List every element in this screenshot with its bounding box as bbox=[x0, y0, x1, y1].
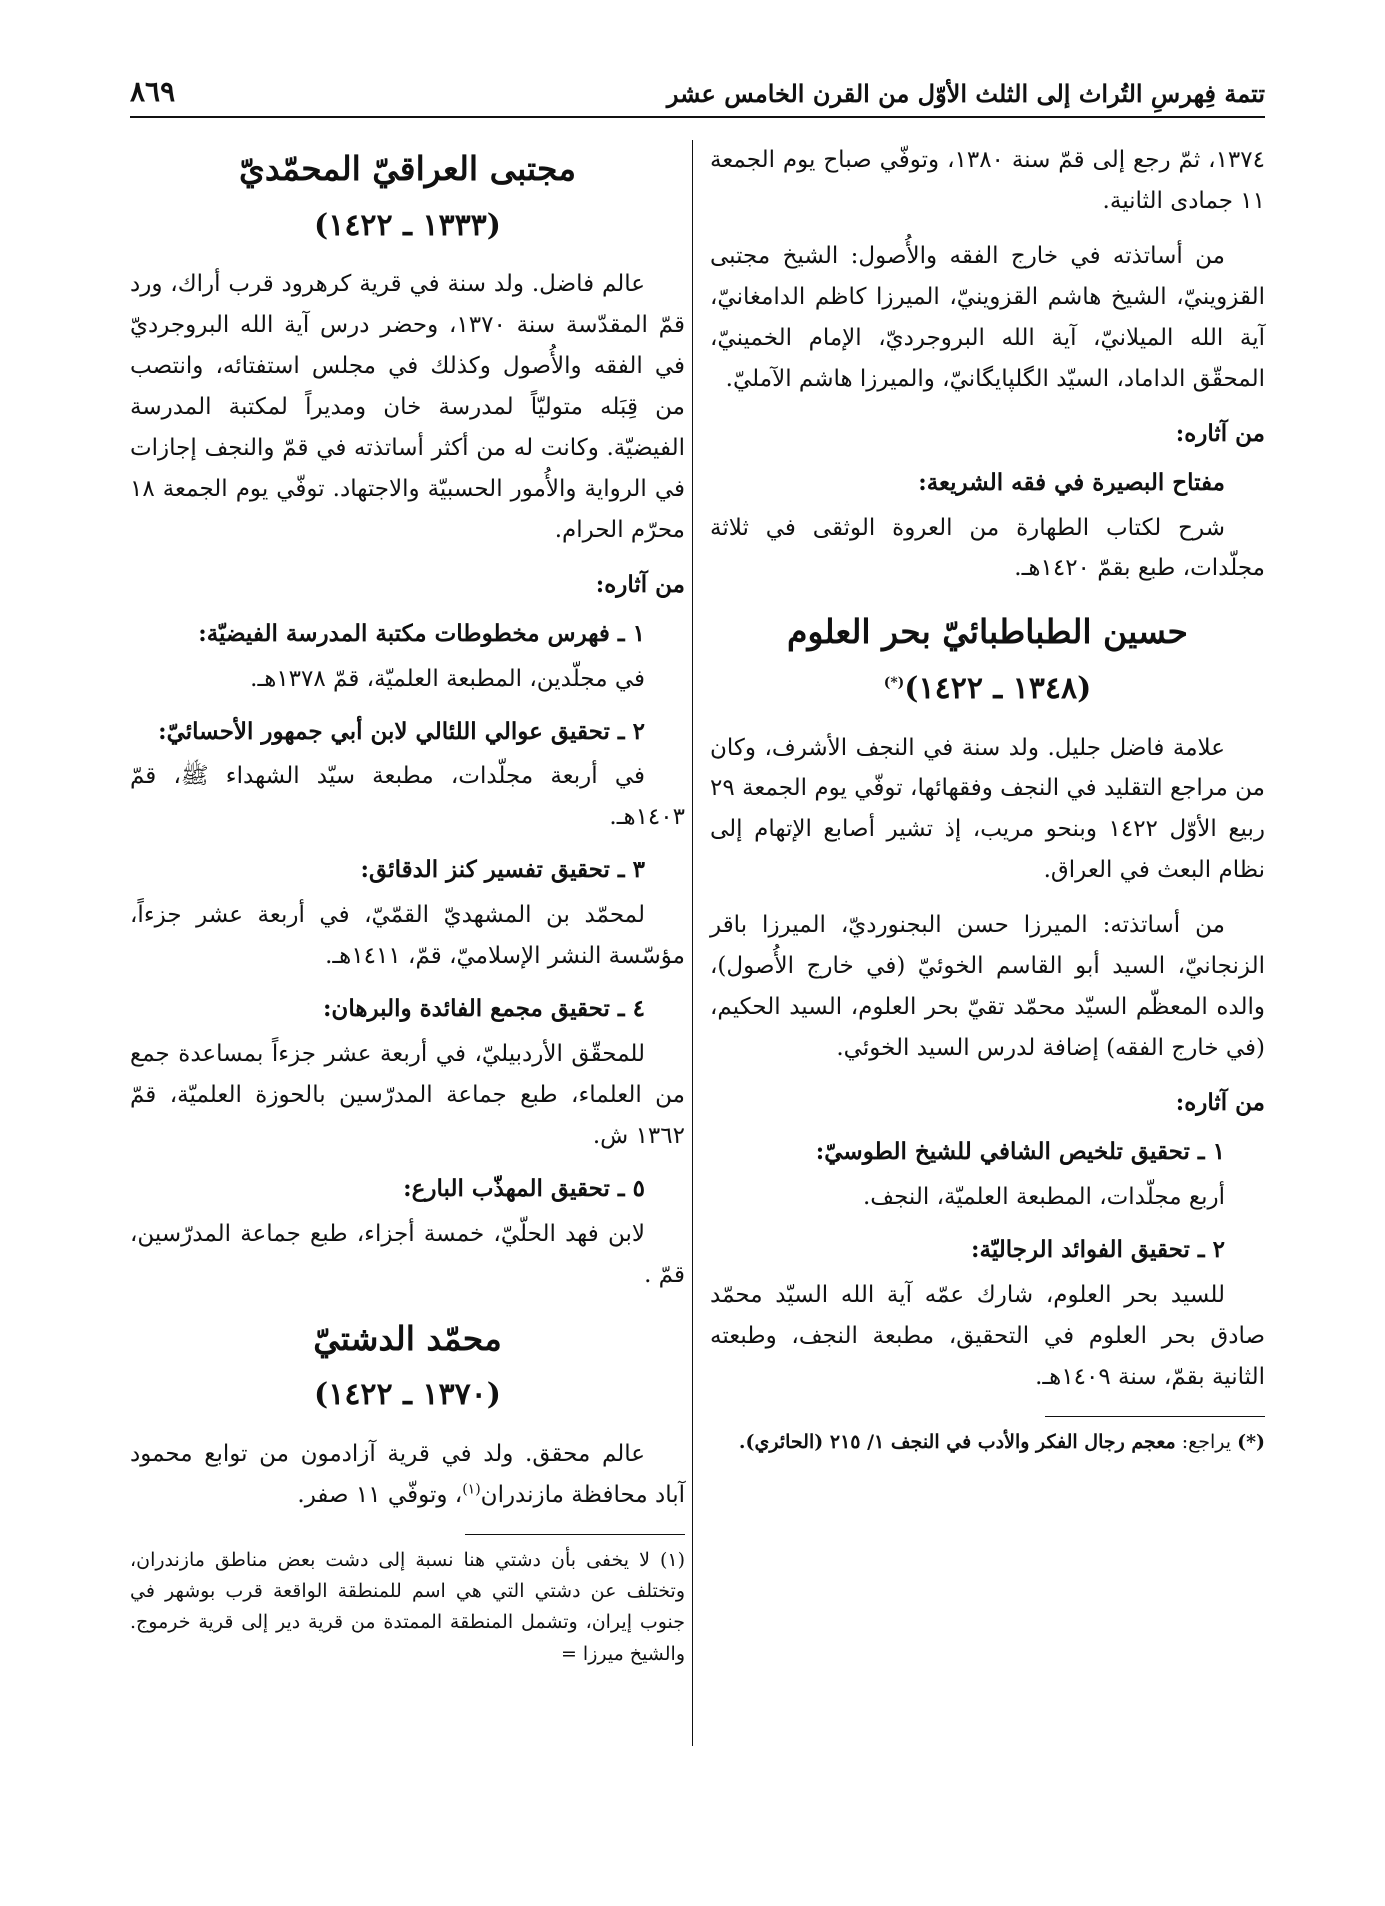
left-column bbox=[130, 140, 685, 1746]
footnote-marker: (١) bbox=[659, 1548, 685, 1571]
work-description: لابن فهد الحلّيّ، خمسة أجزاء، طبع جماعة المدرّسين، قمّ . bbox=[130, 1220, 685, 1288]
works-label: من آثاره: bbox=[595, 570, 685, 598]
page-number: ٨٦٩ bbox=[130, 75, 176, 108]
works-label: من آثاره: bbox=[1175, 419, 1265, 447]
work-description: للسيد بحر العلوم، شارك عمّه آية الله السيّد محمّد صادق بحر العلوم في التحقيق، مطبعة النجف، وطبعته الثانية بقمّ، سنة ١٤٠٩هـ. bbox=[710, 1281, 1265, 1390]
footnote-text: يراجع: bbox=[1181, 1430, 1232, 1453]
column-divider bbox=[692, 140, 693, 1746]
paragraph: عالم فاضل. ولد سنة في قرية كرهرود قرب أراك، ورد قمّ المقدّسة سنة ١٣٧٠، وحضر درس آية الله البروجرديّ في الفقه والأُصول وكذلك في مجلس استفتائه، وانتصب من قِبَله متوليّاً لمدرسة خان ومديراً لمكتبة المدرسة الفيضيّة. وكانت له من أكثر أساتذته في قمّ والنجف إجازات في الرواية والأُمور الحسبيّة والاجتهاد. توفّي يوم الجمعة ١٨ محرّم الحرام. bbox=[130, 271, 685, 543]
work-title: مفتاح البصيرة في فقه الشريعة: bbox=[918, 468, 1225, 496]
paragraph: من أساتذته في خارج الفقه والأُصول: الشيخ مجتبى القزوينيّ، الشيخ هاشم القزوينيّ، الميرزا كاظم الدامغانيّ، آية الله الميلانيّ، آية الله البروجرديّ، الإمام الخمينيّ، المحقّق الداماد، السيّد الگلپايگانيّ، والميرزا هاشم الآمليّ. bbox=[710, 242, 1265, 392]
work-description: للمحقّق الأردبيليّ، في أربعة عشر جزءاً بمساعدة جمع من العلماء، طبع جماعة المدرّسين بالحوزة العلميّة، قمّ ١٣٦٢ ش. bbox=[130, 1041, 685, 1149]
biography-name: مجتبى العراقيّ المحمّديّ bbox=[238, 149, 576, 188]
work-description: أربع مجلّدات، المطبعة العلميّة، النجف. bbox=[862, 1183, 1225, 1210]
footnote-rule bbox=[1045, 1416, 1265, 1417]
biography-dates bbox=[710, 662, 1265, 715]
works-label: من آثاره: bbox=[1175, 1089, 1265, 1116]
paragraph: علامة فاضل جليل. ولد سنة في النجف الأشرف، وكان من مراجع التقليد في النجف وفقهائها، توفّي يوم الجمعة ٢٩ ربيع الأوّل ١٤٢٢ وبنحو مريب، إذ تشير أصابع الإتهام إلى نظام البعث في العراق. bbox=[710, 734, 1266, 884]
work-description: في مجلّدين، المطبعة العلميّة، قمّ ١٣٧٨هـ. bbox=[250, 665, 645, 692]
running-header bbox=[130, 66, 1265, 118]
paragraph bbox=[130, 1434, 685, 1516]
header-title: تتمة فِهرسِ التُراث إلى الثلث الأوّل من القرن الخامس عشر bbox=[666, 79, 1265, 108]
footnote-source: معجم رجال الفكر والأدب في النجف ١/ ٢١٥ (الحائري). bbox=[738, 1430, 1176, 1453]
paragraph: ١٣٧٤، ثمّ رجع إلى قمّ سنة ١٣٨٠، وتوفّي صباح يوم الجمعة ١١ جمادى الثانية. bbox=[710, 147, 1265, 214]
dates-text: (١٣٤٨ ـ ١٤٢٢) bbox=[904, 671, 1092, 707]
work-title: ١ ـ تحقيق تلخيص الشافي للشيخ الطوسيّ: bbox=[815, 1137, 1225, 1165]
footnote-rule bbox=[465, 1534, 685, 1535]
biography-name: محمّد الدشتيّ bbox=[313, 1318, 502, 1358]
footnote-marker: (*) bbox=[1237, 1430, 1265, 1453]
work-title: ٢ ـ تحقيق الفوائد الرجاليّة: bbox=[971, 1235, 1225, 1263]
work-title: ٤ ـ تحقيق مجمع الفائدة والبرهان: bbox=[322, 995, 645, 1023]
work-description: شرح لكتاب الطهارة من العروة الوثقى في ثلاثة مجلّدات، طبع بقمّ ١٤٢٠هـ. bbox=[710, 514, 1265, 582]
work-title: ١ ـ فهرس مخطوطات مكتبة المدرسة الفيضيّة: bbox=[198, 619, 645, 647]
footnote bbox=[130, 1545, 685, 1670]
work-title: ٥ ـ تحقيق المهذّب البارع: bbox=[403, 1174, 645, 1202]
biography-name: حسين الطباطبائيّ بحر العلوم bbox=[787, 612, 1188, 652]
paragraph-text: ، وتوفّي ١١ صفر. bbox=[297, 1481, 463, 1508]
footnote-text: لا يخفى بأن دشتي هنا نسبة إلى دشت بعض مناطق مازندران، وتختلف عن دشتي التي هي اسم للمنطقة الواقعة قرب بوشهر في جنوب إيران، وتشمل المنطقة الممتدة من قرية دير إلى قرية خرموج. والشيخ ميرزا = bbox=[130, 1548, 685, 1665]
paragraph: من أساتذته: الميرزا حسن البجنورديّ، الميرزا باقر الزنجانيّ، السيد أبو القاسم الخوئيّ (في خارج الأُصول)، والده المعظّم السيّد محمّد تقيّ بحر العلوم، السيد الحكيم، (في خارج الفقه) إضافة لدرس السيد الخوئي. bbox=[710, 912, 1265, 1062]
biography-dates: (١٣٧٠ ـ ١٤٢٢) bbox=[314, 1377, 501, 1413]
paragraph-text: عالم محقق. ولد في قرية آزادمون من توابع محمود آباد محافظة مازندران bbox=[130, 1440, 685, 1508]
work-description: في أربعة مجلّدات، مطبعة سيّد الشهداء ﷺ، قمّ ١٤٠٣هـ. bbox=[130, 763, 685, 831]
right-column bbox=[710, 140, 1265, 1746]
footnote-reference[interactable]: (١) bbox=[462, 1481, 481, 1498]
work-description: لمحمّد بن المشهديّ القمّيّ، في أربعة عشر جزءاً، مؤسّسة النشر الإسلاميّ، قمّ، ١٤١١هـ. bbox=[130, 902, 685, 970]
footnote bbox=[710, 1427, 1265, 1458]
footnote-mark: (*) bbox=[883, 675, 905, 692]
work-title: ٣ ـ تحقيق تفسير كنز الدقائق: bbox=[360, 856, 645, 884]
work-title: ٢ ـ تحقيق عوالي اللئالي لابن أبي جمهور الأحسائيّ: bbox=[158, 717, 645, 745]
biography-dates: (١٣٣٣ ـ ١٤٢٢) bbox=[314, 207, 501, 243]
